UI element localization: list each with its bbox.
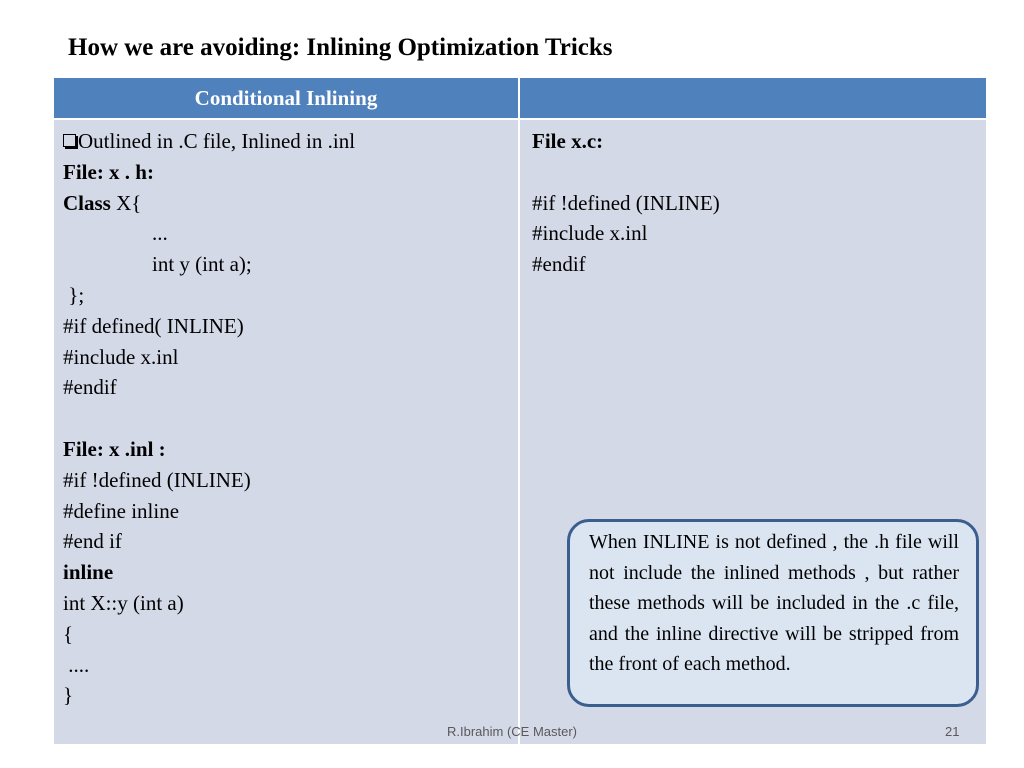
code-line-include: #include x.inl xyxy=(532,221,648,246)
code-line-end-if: #end if xyxy=(63,529,122,554)
header-divider xyxy=(54,118,986,120)
code-line-close: }; xyxy=(63,282,85,307)
code-line-body: .... xyxy=(63,652,90,677)
class-keyword: Class xyxy=(63,190,111,215)
code-line-endif: #endif xyxy=(532,252,586,277)
bullet-line xyxy=(63,126,513,157)
blank-line xyxy=(532,157,972,188)
header-conditional-inlining: Conditional Inlining xyxy=(54,78,518,118)
footer-author: R.Ibrahim (CE Master) xyxy=(446,724,578,739)
checkbox-bullet-icon xyxy=(63,134,76,147)
file-inl-label: File: x .inl : xyxy=(63,436,166,461)
file-h-label: File: x . h: xyxy=(63,159,154,184)
code-line-endif: #endif xyxy=(63,375,117,400)
code-line-include: #include x.inl xyxy=(63,344,179,369)
code-line-define: #define inline xyxy=(63,498,180,523)
code-line-open-brace: { xyxy=(63,621,74,646)
code-line-if-not-defined: #if !defined (INLINE) xyxy=(63,467,251,492)
header-empty xyxy=(520,78,986,118)
left-code-cell xyxy=(63,126,513,711)
code-line-dots: ... xyxy=(152,221,168,246)
inline-keyword: inline xyxy=(63,560,114,585)
class-line xyxy=(63,188,513,219)
code-line-close-brace: } xyxy=(63,683,74,708)
code-line-if-defined: #if defined( INLINE) xyxy=(63,313,244,338)
bullet-text: Outlined in .C file, Inlined in .inl xyxy=(78,129,356,153)
code-line-impl: int X::y (int a) xyxy=(63,590,184,615)
column-divider xyxy=(518,78,520,744)
blank-line xyxy=(63,403,513,434)
class-rest: X{ xyxy=(110,190,142,215)
explanation-callout xyxy=(567,519,979,707)
code-line-method: int y (int a); xyxy=(152,252,252,277)
right-code-cell xyxy=(532,126,972,280)
file-c-label: File x.c: xyxy=(532,129,604,153)
page-number: 21 xyxy=(945,724,960,739)
slide-title: How we are avoiding: Inlining Optimization Tricks xyxy=(68,34,613,61)
callout-text: When INLINE is not defined , the .h file will not include the inlined methods , but rather these methods will be included in the .c file, and the inline directive will be stripped from the front of each method. xyxy=(589,531,959,675)
code-line-if-not-defined: #if !defined (INLINE) xyxy=(532,190,720,215)
